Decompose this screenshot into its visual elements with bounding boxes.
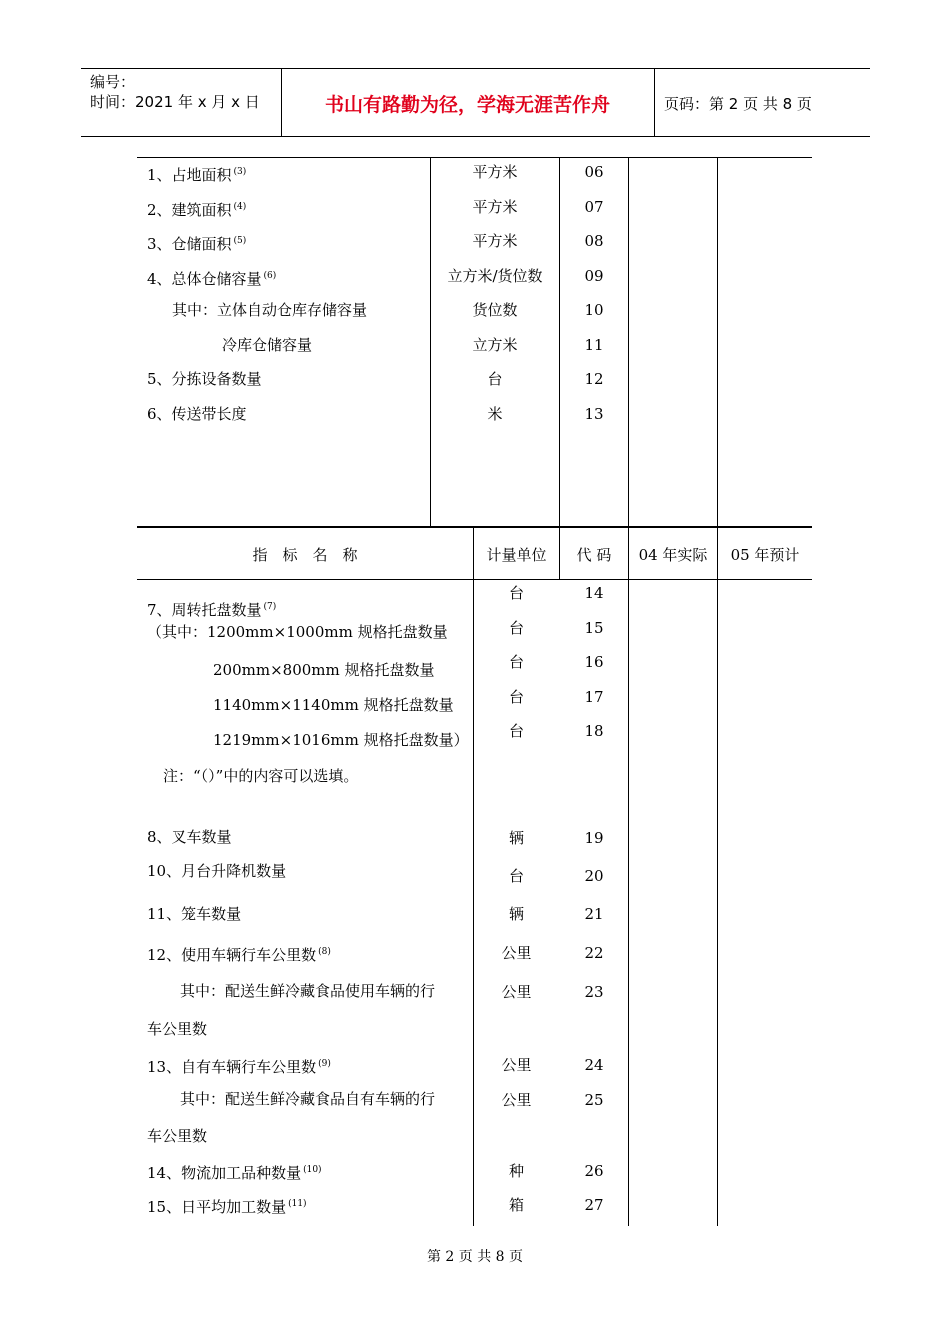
row-code: 14	[584, 584, 604, 602]
table-note: 注：“（）”中的内容可以选填。	[163, 767, 359, 785]
row-name: 2、建筑面积 $^{(4)}$	[147, 201, 247, 219]
row-code: 21	[584, 905, 604, 923]
row-code: 15	[584, 619, 604, 637]
row-unit: 台	[508, 722, 524, 740]
row-unit: 辆	[508, 905, 524, 923]
row-name: 车公里数	[147, 1020, 208, 1038]
row-name: 5、分拣设备数量	[147, 370, 262, 388]
row-name: 3、仓储面积 $^{(5)}$	[147, 235, 247, 253]
number-label: 编号：	[90, 73, 136, 91]
row-name: 冷库仓储容量	[222, 336, 313, 354]
time-label: 时间：2021 年 x 月 x 日	[90, 93, 260, 111]
row-name: 12、使用车辆行车公里数 $^{(8)}$	[147, 946, 331, 964]
row-name: 1140mm×1140mm 规格托盘数量	[213, 696, 454, 714]
row-name: 14、物流加工品种数量 $^{(10)}$	[147, 1164, 322, 1182]
document-header	[81, 68, 870, 137]
row-unit: 平方米	[472, 163, 518, 181]
row-unit: 种	[508, 1162, 524, 1180]
row-unit: 台	[508, 619, 524, 637]
row-name: 11、笼车数量	[147, 905, 242, 923]
row-name: 1219mm×1016mm 规格托盘数量）	[213, 731, 469, 749]
header-meta	[90, 72, 260, 112]
column-divider	[717, 157, 718, 527]
row-unit: 辆	[508, 829, 524, 847]
row-name: 车公里数	[147, 1127, 208, 1145]
row-code: 17	[584, 688, 604, 706]
row-unit: 平方米	[472, 232, 518, 250]
header-row-border	[137, 579, 812, 580]
row-code: 08	[584, 232, 604, 250]
table-top-border	[137, 157, 812, 158]
row-unit: 立方米/货位数	[447, 267, 543, 285]
row-unit: 台	[508, 653, 524, 671]
header-code: 代 码	[576, 546, 612, 564]
page-footer: 第 2 页 共 8 页	[426, 1249, 524, 1265]
row-code: 10	[584, 301, 604, 319]
row-code: 20	[584, 867, 604, 885]
row-code: 23	[584, 983, 604, 1001]
row-code: 12	[584, 370, 604, 388]
row-unit: 平方米	[472, 198, 518, 216]
row-code: 26	[584, 1162, 604, 1180]
column-divider	[717, 528, 718, 1226]
header-unit: 计量单位	[486, 546, 547, 564]
row-code: 09	[584, 267, 604, 285]
row-name: 其中：立体自动仓库存储容量	[172, 301, 368, 319]
row-code: 16	[584, 653, 604, 671]
header-motto: 书山有路勤为径，学海无涯苦作舟	[324, 94, 610, 116]
row-name: 13、自有车辆行车公里数 $^{(9)}$	[147, 1058, 331, 1076]
header-actual: 04 年实际	[638, 546, 708, 564]
row-name: 7、周转托盘数量 $^{(7)}$	[147, 601, 277, 619]
row-code: 11	[584, 336, 604, 354]
row-code: 06	[584, 163, 604, 181]
row-name: 4、总体仓储容量 $^{(6)}$	[147, 270, 277, 288]
header-name: 指 标 名 称	[252, 546, 358, 564]
row-code: 19	[584, 829, 604, 847]
row-code: 07	[584, 198, 604, 216]
row-code: 24	[584, 1056, 604, 1074]
header-divider	[654, 69, 655, 136]
header-page-label: 页码：第 2 页 共 8 页	[664, 95, 812, 113]
column-divider	[628, 528, 629, 1226]
header-forecast: 05 年预计	[730, 546, 800, 564]
row-name: 其中：配送生鲜冷藏食品使用车辆的行	[180, 982, 436, 1000]
row-unit: 货位数	[472, 301, 518, 319]
row-unit: 台	[508, 688, 524, 706]
row-name: 15、日平均加工数量 $^{(11)}$	[147, 1198, 307, 1216]
row-unit: 公里	[501, 944, 532, 962]
row-unit: 立方米	[472, 336, 518, 354]
row-name: （其中：1200mm×1000mm 规格托盘数量	[147, 623, 448, 641]
row-unit: 台	[508, 584, 524, 602]
row-unit: 公里	[501, 1056, 532, 1074]
row-name: 1、占地面积 $^{(3)}$	[147, 166, 247, 184]
row-name: 8、叉车数量	[147, 828, 232, 846]
row-name: 10、月台升降机数量	[147, 862, 287, 880]
row-name: 其中：配送生鲜冷藏食品自有车辆的行	[180, 1090, 436, 1108]
row-code: 25	[584, 1091, 604, 1109]
row-unit: 台	[487, 370, 503, 388]
row-unit: 箱	[508, 1196, 524, 1214]
section-separator	[137, 526, 812, 528]
row-code: 27	[584, 1196, 604, 1214]
column-divider	[628, 157, 629, 527]
row-unit: 米	[487, 405, 503, 423]
row-code: 18	[584, 722, 604, 740]
row-code: 13	[584, 405, 604, 423]
row-unit: 公里	[501, 1091, 532, 1109]
row-code: 22	[584, 944, 604, 962]
row-name: 6、传送带长度	[147, 405, 247, 423]
row-name: 200mm×800mm 规格托盘数量	[213, 661, 435, 679]
row-unit: 公里	[501, 983, 532, 1001]
row-unit: 台	[508, 867, 524, 885]
